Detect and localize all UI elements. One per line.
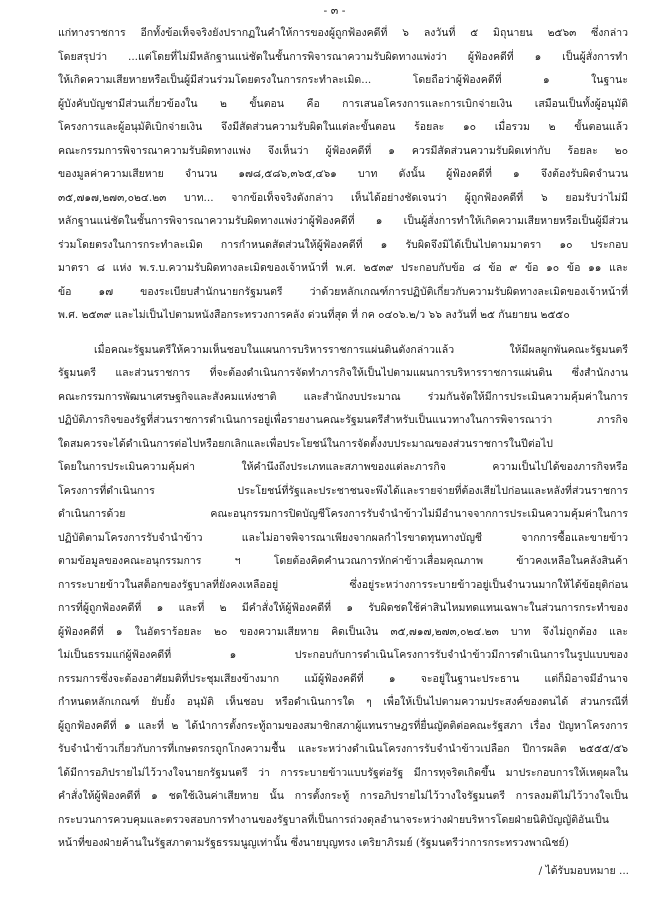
paragraph-gap xyxy=(58,328,628,339)
text-line: ร่วมโดยตรงในการกระทำละเมิด การกำหนดสัดส่วนให้ผู้ฟ้องคดีที่ ๑ รับผิดจึงมิได้เป็นไปตามมาตรา ๑๐ ประกอบ xyxy=(58,238,628,251)
text-line: โครงการและผู้อนุมัติเบิกจ่ายเงิน จึงมีสัดส่วนความรับผิดในแต่ละขั้นตอน ร้อยละ ๑๐ เมื่อรวม ๒ ขั้นตอนแล้ว xyxy=(58,121,628,133)
text-line: การระบายข้าวในสต็อกของรัฐบาลที่ยังคงเหลืออยู่ ซึ่งอยู่ระหว่างการระบายข้าวอยู่เป็นจำนวนมากให้ได้ข้อยุติก่อน xyxy=(58,578,628,591)
text-line: ปฏิบัติภารกิจของรัฐที่ส่วนราชการดำเนินการอยู่เพื่อรายงานคณะรัฐมนตรีสำหรับเป็นแนวทางในการพิจารณาว่า ภารกิจ xyxy=(58,414,628,426)
paragraph-2 xyxy=(58,339,628,856)
document-body xyxy=(58,22,628,856)
text-line: หน้าที่ของฝ่ายค้านในรัฐสภาตามรัฐธรรมนูญเท่านั้น ซึ่งนายบุญทรง เตริยาภิรมย์ (รัฐมนตรีว่าการกระทรวงพาณิชย์) xyxy=(58,837,569,849)
text-line: ได้มีการอภิปรายไม่ไว้วางใจนายกรัฐมนตรี ว่า การระบายข้าวแบบรัฐต่อรัฐ มีการทุจริตเกิดขึ้น มาประกอบการให้เหตุผลใน xyxy=(58,766,628,779)
text-line: ปฏิบัติตามโครงการรับจำนำข้าว และไม่อาจพิจารณาเพียงจากผลกำไรขาดทุนทางบัญชี จากการซื้อและขายข้าว xyxy=(58,531,628,544)
text-line: ผู้ฟ้องคดีที่ ๑ ในอัตราร้อยละ ๒๐ ของความเสียหาย คิดเป็นเงิน ๓๕,๗๑๗,๒๗๓,๐๒๔.๒๓ บาท จึงไม่ถูกต้อง และ xyxy=(58,625,628,638)
paragraph-1 xyxy=(58,22,628,328)
continuation-marker: / ได้รับมอบหมาย ... xyxy=(538,865,629,877)
text-line: ข้อ ๑๗ ของระเบียบสำนักนายกรัฐมนตรี ว่าด้วยหลักเกณฑ์การปฏิบัติเกี่ยวกับความรับผิดทางละเมิดของเจ้าหน้าที่ xyxy=(58,285,628,298)
text-line: ตามข้อมูลของคณะอนุกรรมการ ฯ โดยต้องคิดคำนวณการหักค่าข้าวเสื่อมคุณภาพ ข้าวคงเหลือในคลังสินค้า xyxy=(58,555,628,567)
text-line: รัฐมนตรี และส่วนราชการ ที่จะต้องดำเนินการจัดทำภารกิจให้เป็นไปตามแผนการบริหารราชการแผ่นดิน ซึ่งสำนักงาน xyxy=(58,367,628,379)
text-line: กรรมการซึ่งจะต้องอาศัยมติที่ประชุมเสียงข้างมาก แม้ผู้ฟ้องคดีที่ ๑ จะอยู่ในฐานะประธาน แต่ก็มิอาจมีอำนาจ xyxy=(58,672,628,685)
text-line: หลักฐานแน่ชัดในชั้นการพิจารณาความรับผิดทางแพ่งว่าผู้ฟ้องคดีที่ ๑ เป็นผู้สั่งการทำให้เกิดความเสียหายหรือเป็นผู้มีส่วน xyxy=(58,215,628,227)
text-line: รับจำนำข้าวเกี่ยวกับการที่เกษตรกรถูกโกงความชื้น และระหว่างดำเนินโครงการรับจำนำข้าวเปลือก ปีการผลิต ๒๕๕๕/๕๖ xyxy=(58,743,628,755)
text-line: ดำเนินการด้วย คณะอนุกรรมการปิดบัญชีโครงการรับจำนำข้าวไม่มีอำนาจจากการประเมินความคุ้มค่าในการ xyxy=(58,508,628,520)
text-line: กระบวนการควบคุมและตรวจสอบการทำงานของรัฐบาลที่เป็นการถ่วงดุลอำนาจระหว่างฝ่ายบริหารโดยฝ่ายนิติบัญญัติอันเป็น xyxy=(58,813,609,826)
page-number: - ๓ - xyxy=(323,4,346,17)
text-line: ให้เกิดความเสียหายหรือเป็นผู้มีส่วนร่วมโดยตรงในการกระทำละเมิด... โดยถือว่าผู้ฟ้องคดีที่ ๑ ในฐานะ xyxy=(58,74,628,86)
text-line: โดยสรุปว่า ...แต่โดยที่ไม่มีหลักฐานแน่ชัดในชั้นการพิจารณาความรับผิดทางแพ่งว่า ผู้ฟ้องคดีที่ ๑ เป็นผู้สั่งการทำ xyxy=(58,50,628,63)
text-line: ๓๕,๗๑๗,๒๗๓,๐๒๔.๒๓ บาท... จากข้อเท็จจริงดังกล่าว เห็นได้อย่างชัดเจนว่า ผู้ถูกฟ้องคดีที่ ๖ ยอมรับว่าไม่มี xyxy=(58,191,628,204)
text-line: แก่ทางราชการ อีกทั้งข้อเท็จจริงยังปรากฏในคำให้การของผู้ถูกฟ้องคดีที่ ๖ ลงวันที่ ๕ มิถุนายน ๒๕๖๓ ซึ่งกล่าว xyxy=(58,27,628,39)
text-line: คณะกรรมการพัฒนาเศรษฐกิจและสังคมแห่งชาติ และสำนักงบประมาณ ร่วมกันจัดให้มีการประเมินความคุ้มค่าในการ xyxy=(58,390,628,403)
text-line: การที่ผู้ถูกฟ้องคดีที่ ๑ และที่ ๒ มีคำสั่งให้ผู้ฟ้องคดีที่ ๑ รับผิดชดใช้ค่าสินไหมทดแทนเฉพาะในส่วนการกระทำของ xyxy=(58,602,628,614)
text-line: ใดสมควรจะได้ดำเนินการต่อไปหรือยกเลิกและเพื่อประโยชน์ในการจัดตั้งงบประมาณของส่วนราชการในปีต่อไป xyxy=(58,437,553,450)
text-line: ของมูลค่าความเสียหาย จำนวน ๑๗๘,๕๘๖,๓๖๕,๔๖๑ บาท ดังนั้น ผู้ฟ้องคดีที่ ๑ จึงต้องรับผิดจำนวน xyxy=(58,168,628,180)
text-line: ผู้ถูกฟ้องคดีที่ ๑ และที่ ๒ ได้นำการตั้งกระทู้ถามของสมาชิกสภาผู้แทนราษฎรที่ยื่นญัตติต่อคณะรัฐสภา เรื่อง ปัญหาโครงการ xyxy=(58,719,628,732)
text-line: เมื่อคณะรัฐมนตรีให้ความเห็นชอบในแผนการบริหารราชการแผ่นดินดังกล่าวแล้ว ให้มีผลผูกพันคณะรัฐมนตรี xyxy=(94,343,628,356)
text-line: กำหนดหลักเกณฑ์ ยับยั้ง อนุมัติ เห็นชอบ หรือดำเนินการใด ๆ เพื่อให้เป็นไปตามความประสงค์ของตนได้ ส่วนกรณีที่ xyxy=(58,696,628,708)
text-line: โครงการที่ดำเนินการ ประโยชน์ที่รัฐและประชาชนจะพึงได้และรายจ่ายที่ต้องเสียไปก่อนและหลังที่ส่วนราชการ xyxy=(58,484,628,497)
text-line: โดยในการประเมินความคุ้มค่า ให้คำนึงถึงประเภทและสภาพของแต่ละภารกิจ ความเป็นไปได้ของภารกิจหรือ xyxy=(58,461,628,473)
text-line: ผู้บังคับบัญชามีส่วนเกี่ยวข้องใน ๒ ขั้นตอน คือ การเสนอโครงการและการเบิกจ่ายเงิน เสมือนเป็นทั้งผู้อนุมัติ xyxy=(58,97,628,110)
text-line: คณะกรรมการพิจารณาความรับผิดทางแพ่ง จึงเห็นว่า ผู้ฟ้องคดีที่ ๑ ควรมีสัดส่วนความรับผิดเท่ากับ ร้อยละ ๒๐ xyxy=(58,144,628,157)
text-line: ไม่เป็นธรรมแก่ผู้ฟ้องคดีที่ ๑ ประกอบกับการดำเนินโครงการรับจำนำข้าวมีการดำเนินการในรูปแบบของ xyxy=(58,649,628,661)
text-line: คำสั่งให้ผู้ฟ้องคดีที่ ๑ ชดใช้เงินค่าเสียหาย นั้น การตั้งกระทู้ การอภิปรายไม่ไว้วางใจรัฐมนตรี การลงมติไม่ไว้วางใจเป็น xyxy=(58,790,628,802)
text-line: มาตรา ๘ แห่ง พ.ร.บ.ความรับผิดทางละเมิดของเจ้าหน้าที่ พ.ศ. ๒๕๓๙ ประกอบกับข้อ ๘ ข้อ ๙ ข้อ ๑๐ ข้อ ๑๑ และ xyxy=(58,262,628,274)
text-line: พ.ศ. ๒๕๓๙ และไม่เป็นไปตามหนังสือกระทรวงการคลัง ด่วนที่สุด ที่ กค ๐๔๐๖.๒/ว ๖๖ ลงวันที่ ๒๕ กันยายน ๒๕๕๐ xyxy=(58,309,570,321)
